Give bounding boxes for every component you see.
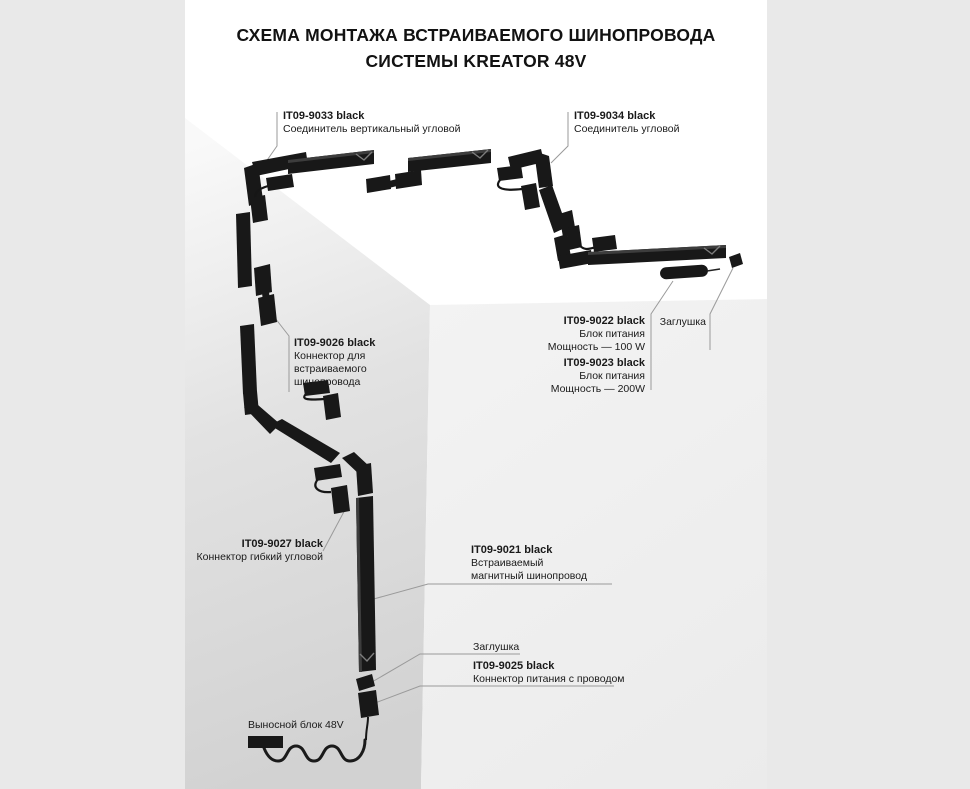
label-text: Заглушка <box>659 316 706 328</box>
label-desc: Соединитель угловой <box>574 123 680 135</box>
label-text: Выносной блок 48V <box>248 719 344 731</box>
end-cap-top <box>729 253 743 268</box>
recessed-connector-9026-a <box>254 264 272 296</box>
label-code: IT09-9026 black <box>294 337 376 349</box>
remote-block-48v <box>248 736 283 748</box>
label-desc: Соединитель вертикальный угловой <box>283 123 461 135</box>
label-it09-9026 <box>294 337 375 389</box>
label-desc: Коннектор гибкий угловой <box>196 551 323 563</box>
flex-connector-9027-plug <box>331 485 350 514</box>
label-cap-bottom <box>473 641 519 654</box>
power-connector-9025 <box>358 690 379 718</box>
recessed-connector-9026-b <box>258 294 277 326</box>
label-it09-9023 <box>500 357 645 396</box>
wire-connector-d-plug <box>521 183 540 210</box>
wire-connector-d-cable <box>498 180 522 190</box>
label-text: Заглушка <box>473 641 520 653</box>
label-it09-9027 <box>180 538 323 564</box>
label-desc: Блок питания <box>579 370 645 382</box>
label-desc: Мощность — 100 W <box>547 341 645 353</box>
wire-connector-a-block <box>266 174 294 191</box>
label-desc: Коннектор для <box>294 350 366 362</box>
label-it09-9034 <box>574 110 679 136</box>
corner-9034-arm <box>534 151 553 188</box>
wire-connector-e-block <box>592 235 617 252</box>
leader-9034 <box>551 112 568 163</box>
label-code: IT09-9027 black <box>241 538 323 550</box>
label-desc: Коннектор питания с проводом <box>473 673 625 685</box>
elbow-lower-arm <box>356 463 373 496</box>
power-supply-pin <box>707 269 720 271</box>
label-code: IT09-9023 black <box>563 357 645 369</box>
label-desc: Блок питания <box>579 328 645 340</box>
wire-connector-d-block <box>497 165 523 181</box>
label-desc: шинопровода <box>294 376 361 388</box>
power-supply-block <box>660 264 709 279</box>
label-code: IT09-9021 black <box>471 544 553 556</box>
label-it09-9021 <box>471 544 587 583</box>
label-code: IT09-9022 black <box>563 315 645 327</box>
title-line-2: СИСТЕМЫ KREATOR 48V <box>365 51 587 71</box>
label-it09-9025 <box>473 660 625 686</box>
pair-connector-1a <box>366 175 391 193</box>
label-code: IT09-9033 black <box>283 110 365 122</box>
wire-connector-b-plug <box>323 393 341 420</box>
title-line-1: СХЕМА МОНТАЖА ВСТРАИВАЕМОГО ШИНОПРОВОДА <box>236 25 716 45</box>
pair-connector-1b <box>395 170 422 189</box>
wall-track-2 <box>240 324 257 394</box>
wall-track-1 <box>236 212 252 288</box>
label-desc: встраиваемого <box>294 363 367 375</box>
label-desc: Мощность — 200W <box>550 383 645 395</box>
left-wall <box>185 118 430 789</box>
label-cap-top <box>640 316 706 329</box>
label-desc: Встраиваемый <box>471 557 544 569</box>
label-code: IT09-9034 black <box>574 110 656 122</box>
label-desc: магнитный шинопровод <box>471 570 587 582</box>
page-title <box>185 22 767 74</box>
label-it09-9033 <box>283 110 460 136</box>
label-remote-block <box>248 719 344 732</box>
label-code: IT09-9025 black <box>473 660 555 672</box>
label-it09-9022 <box>500 315 645 354</box>
wire-connector-a-plug <box>250 195 268 223</box>
